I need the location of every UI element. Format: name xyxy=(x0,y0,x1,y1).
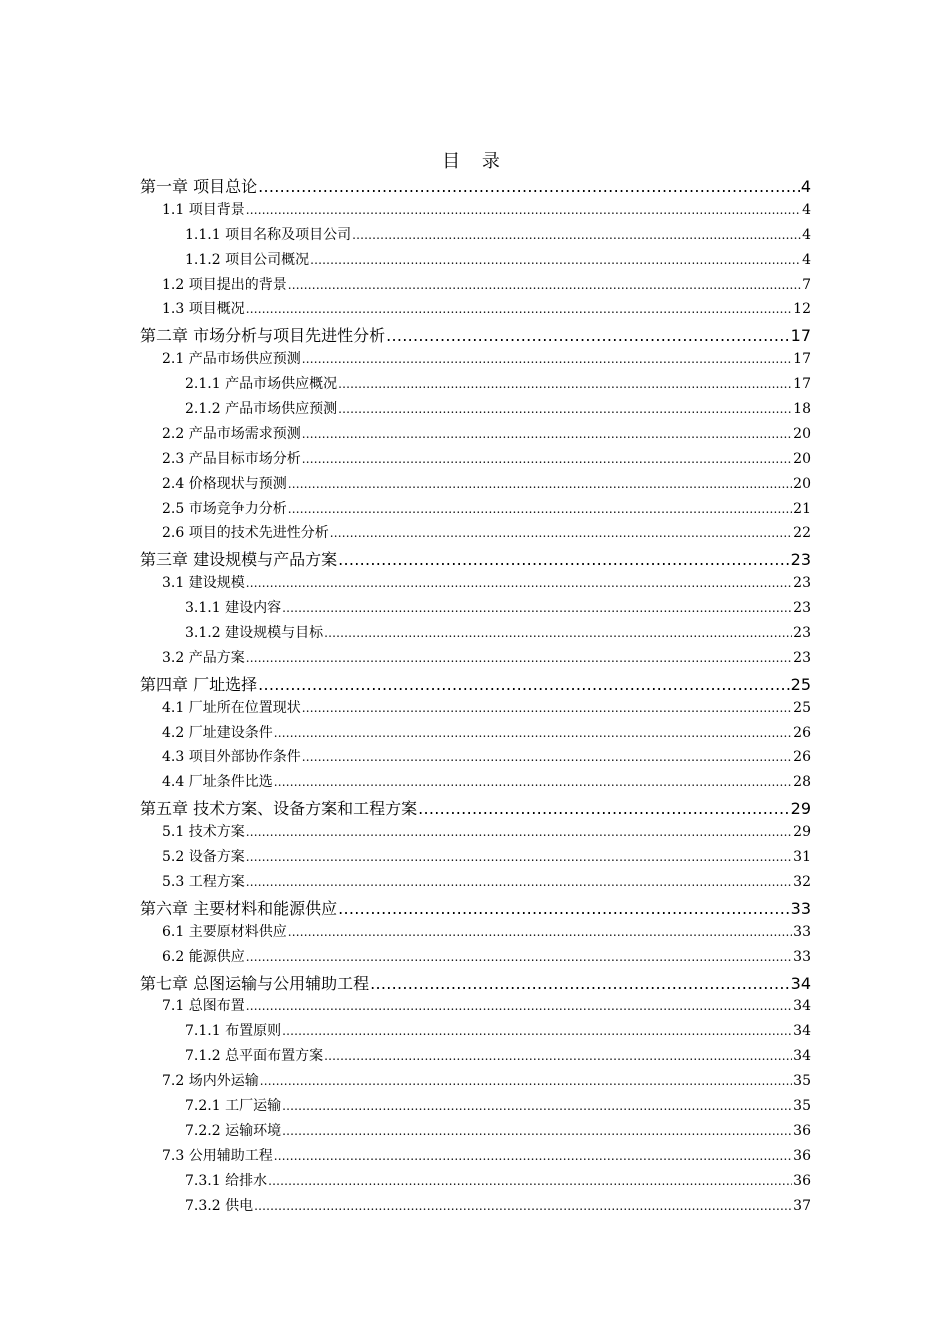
toc-section-entry[interactable] xyxy=(140,473,811,498)
toc-page-number: 18 xyxy=(793,401,811,418)
toc-page-number: 21 xyxy=(793,500,811,517)
toc-entry-label: 2.3 产品目标市场分析 xyxy=(162,450,301,467)
toc-entry-label: 第三章 建设规模与产品方案 xyxy=(140,550,338,570)
toc-dot-leader xyxy=(302,427,792,441)
toc-chapter-entry[interactable] xyxy=(140,796,811,821)
toc-section-entry[interactable] xyxy=(140,746,811,771)
toc-entry-label: 3.1 建设规模 xyxy=(162,575,245,592)
toc-dot-leader xyxy=(288,278,801,292)
toc-page-number: 20 xyxy=(793,475,811,492)
toc-section-entry[interactable] xyxy=(140,522,811,547)
toc-section-entry[interactable] xyxy=(140,921,811,946)
toc-page-number: 28 xyxy=(793,774,811,791)
toc-dot-leader xyxy=(246,825,792,839)
toc-section-entry[interactable] xyxy=(140,199,811,224)
toc-entry-label: 7.1.1 布置原则 xyxy=(185,1023,282,1040)
toc-subsection-entry[interactable] xyxy=(140,1120,811,1145)
toc-dot-leader xyxy=(282,1024,792,1038)
toc-page-number: 17 xyxy=(793,351,811,368)
toc-dot-leader xyxy=(274,1149,792,1163)
toc-section-entry[interactable] xyxy=(140,722,811,747)
toc-subsection-entry[interactable] xyxy=(140,398,811,423)
toc-title: 目 录 xyxy=(442,151,508,172)
toc-entry-label: 2.2 产品市场需求预测 xyxy=(162,425,301,442)
toc-dot-leader xyxy=(246,950,792,964)
toc-page-number: 26 xyxy=(793,724,811,741)
toc-entry-label: 5.3 工程方案 xyxy=(162,873,245,890)
toc-entry-label: 4.3 项目外部协作条件 xyxy=(162,749,301,766)
toc-page-number: 7 xyxy=(802,276,811,293)
toc-section-entry[interactable] xyxy=(140,846,811,871)
toc-dot-leader xyxy=(288,477,792,491)
toc-dot-leader xyxy=(246,203,801,217)
toc-page-number: 23 xyxy=(790,550,811,570)
toc-entry-label: 7.3.1 给排水 xyxy=(185,1172,268,1189)
toc-page-number: 33 xyxy=(790,898,811,918)
toc-subsection-entry[interactable] xyxy=(140,597,811,622)
toc-subsection-entry[interactable] xyxy=(140,1095,811,1120)
toc-page-number: 34 xyxy=(793,998,811,1015)
toc-dot-leader xyxy=(268,1174,792,1188)
toc-page-number: 26 xyxy=(793,749,811,766)
toc-dot-leader xyxy=(258,675,790,694)
toc-page-number: 12 xyxy=(793,301,811,318)
toc-dot-leader xyxy=(302,750,792,764)
toc-subsection-entry[interactable] xyxy=(140,1170,811,1195)
toc-entry-label: 第二章 市场分析与项目先进性分析 xyxy=(140,326,386,346)
toc-chapter-entry[interactable] xyxy=(140,323,811,348)
toc-dot-leader xyxy=(246,875,792,889)
toc-dot-leader xyxy=(386,326,790,345)
toc-dot-leader xyxy=(418,799,790,818)
toc-page-number: 23 xyxy=(793,625,811,642)
toc-page-number: 36 xyxy=(793,1147,811,1164)
toc-page-number: 37 xyxy=(793,1197,811,1214)
toc-page-number: 17 xyxy=(790,326,811,346)
toc-page-number: 20 xyxy=(793,425,811,442)
toc-entry-label: 1.3 项目概况 xyxy=(162,301,245,318)
toc-section-entry[interactable] xyxy=(140,1070,811,1095)
toc-page-number: 23 xyxy=(793,575,811,592)
toc-page-number: 33 xyxy=(793,923,811,940)
toc-dot-leader xyxy=(254,1199,792,1213)
toc-dot-leader xyxy=(302,701,792,715)
toc-dot-leader xyxy=(370,974,790,993)
toc-entry-label: 7.2.2 运输环境 xyxy=(185,1122,282,1139)
toc-entry-label: 第五章 技术方案、设备方案和工程方案 xyxy=(140,799,418,819)
toc-page-number: 23 xyxy=(793,600,811,617)
toc-dot-leader xyxy=(302,452,792,466)
toc-dot-leader xyxy=(310,253,801,267)
toc-entry-label: 第七章 总图运输与公用辅助工程 xyxy=(140,973,370,993)
toc-entry-label: 4.1 厂址所在位置现状 xyxy=(162,699,301,716)
toc-section-entry[interactable] xyxy=(140,995,811,1020)
toc-entry-label: 7.1 总图布置 xyxy=(162,998,245,1015)
toc-page-number: 29 xyxy=(793,824,811,841)
toc-page-number: 33 xyxy=(793,948,811,965)
toc-entry-label: 2.1.2 产品市场供应预测 xyxy=(185,401,338,418)
toc-dot-leader xyxy=(282,1099,792,1113)
toc-page-number: 4 xyxy=(802,251,811,268)
toc-subsection-entry[interactable] xyxy=(140,224,811,249)
toc-section-entry[interactable] xyxy=(140,697,811,722)
toc-section-entry[interactable] xyxy=(140,771,811,796)
toc-page-number: 25 xyxy=(793,699,811,716)
toc-page-number: 23 xyxy=(793,649,811,666)
toc-section-entry[interactable] xyxy=(140,448,811,473)
toc-dot-leader xyxy=(246,651,792,665)
toc-entry-label: 5.2 设备方案 xyxy=(162,849,245,866)
toc-section-entry[interactable] xyxy=(140,498,811,523)
toc-dot-leader xyxy=(302,352,792,366)
toc-page-number: 29 xyxy=(790,799,811,819)
toc-entry-label: 2.4 价格现状与预测 xyxy=(162,475,287,492)
toc-subsection-entry[interactable] xyxy=(140,373,811,398)
toc-subsection-entry[interactable] xyxy=(140,622,811,647)
toc-subsection-entry[interactable] xyxy=(140,1045,811,1070)
toc-entry-label: 1.2 项目提出的背景 xyxy=(162,276,287,293)
toc-entry-label: 1.1.1 项目名称及项目公司 xyxy=(185,226,352,243)
toc-entry-label: 7.2.1 工厂运输 xyxy=(185,1097,282,1114)
toc-subsection-entry[interactable] xyxy=(140,1195,811,1220)
toc-dot-leader xyxy=(246,850,792,864)
toc-page-number: 34 xyxy=(790,973,811,993)
toc-chapter-entry[interactable] xyxy=(140,174,811,199)
toc-section-entry[interactable] xyxy=(140,871,811,896)
toc-entry-label: 第一章 项目总论 xyxy=(140,177,258,196)
toc-dot-leader xyxy=(330,526,792,540)
toc-dot-leader xyxy=(338,550,790,569)
toc-dot-leader xyxy=(352,228,801,242)
toc-subsection-entry[interactable] xyxy=(140,1020,811,1045)
toc-section-entry[interactable] xyxy=(140,647,811,672)
toc-entry-label: 7.1.2 总平面布置方案 xyxy=(185,1048,324,1065)
toc-dot-leader xyxy=(246,576,792,590)
toc-section-entry[interactable] xyxy=(140,821,811,846)
toc-page-number: 4 xyxy=(800,177,811,196)
toc-page-number: 36 xyxy=(793,1172,811,1189)
toc-entry-label: 4.2 厂址建设条件 xyxy=(162,724,273,741)
toc-page-number: 22 xyxy=(793,525,811,542)
toc-section-entry[interactable] xyxy=(140,348,811,373)
toc-page-number: 31 xyxy=(793,849,811,866)
toc-dot-leader xyxy=(338,377,792,391)
toc-dot-leader xyxy=(338,402,792,416)
toc-dot-leader xyxy=(260,1074,792,1088)
toc-page-number: 4 xyxy=(802,226,811,243)
toc-section-entry[interactable] xyxy=(140,1145,811,1170)
toc-chapter-entry[interactable] xyxy=(140,672,811,697)
toc-entry-label: 3.1.2 建设规模与目标 xyxy=(185,625,324,642)
toc-page-number: 25 xyxy=(790,674,811,694)
toc-entry-label: 7.3.2 供电 xyxy=(185,1197,254,1214)
toc-page-number: 34 xyxy=(793,1023,811,1040)
toc-entry-label: 2.6 项目的技术先进性分析 xyxy=(162,525,329,542)
toc-dot-leader xyxy=(246,302,792,316)
toc-page-number: 17 xyxy=(793,376,811,393)
toc-dot-leader xyxy=(274,726,792,740)
toc-entry-label: 第六章 主要材料和能源供应 xyxy=(140,898,338,918)
toc-dot-leader xyxy=(246,999,792,1013)
toc-page-number: 36 xyxy=(793,1122,811,1139)
toc-dot-leader xyxy=(324,1049,792,1063)
toc-entry-label: 2.1.1 产品市场供应概况 xyxy=(185,376,338,393)
toc-dot-leader xyxy=(324,626,792,640)
toc-entry-label: 3.2 产品方案 xyxy=(162,649,245,666)
toc-entry-label: 第四章 厂址选择 xyxy=(140,674,258,694)
toc-chapter-entry[interactable] xyxy=(140,971,811,996)
toc-subsection-entry[interactable] xyxy=(140,249,811,274)
toc-entry-label: 1.1 项目背景 xyxy=(162,201,245,218)
toc-entry-label: 7.3 公用辅助工程 xyxy=(162,1147,273,1164)
table-of-contents xyxy=(140,174,811,1219)
toc-entry-label: 2.1 产品市场供应预测 xyxy=(162,351,301,368)
toc-entry-label: 2.5 市场竞争力分析 xyxy=(162,500,287,517)
toc-entry-label: 6.1 主要原材料供应 xyxy=(162,923,287,940)
toc-chapter-entry[interactable] xyxy=(140,547,811,572)
toc-dot-leader xyxy=(274,775,792,789)
toc-chapter-entry[interactable] xyxy=(140,896,811,921)
toc-section-entry[interactable] xyxy=(140,423,811,448)
toc-dot-leader xyxy=(282,1124,792,1138)
toc-dot-leader xyxy=(288,925,792,939)
toc-entry-label: 6.2 能源供应 xyxy=(162,948,245,965)
toc-page-number: 35 xyxy=(793,1097,811,1114)
toc-dot-leader xyxy=(282,601,792,615)
toc-entry-label: 4.4 厂址条件比选 xyxy=(162,774,273,791)
toc-page-number: 32 xyxy=(793,873,811,890)
toc-entry-label: 5.1 技术方案 xyxy=(162,824,245,841)
toc-section-entry[interactable] xyxy=(140,946,811,971)
toc-page-number: 34 xyxy=(793,1048,811,1065)
toc-page-number: 4 xyxy=(802,201,811,218)
toc-section-entry[interactable] xyxy=(140,572,811,597)
toc-entry-label: 1.1.2 项目公司概况 xyxy=(185,251,310,268)
toc-dot-leader xyxy=(338,899,790,918)
toc-entry-label: 3.1.1 建设内容 xyxy=(185,600,282,617)
toc-section-entry[interactable] xyxy=(140,274,811,299)
toc-dot-leader xyxy=(258,177,800,196)
toc-page-number: 35 xyxy=(793,1073,811,1090)
toc-dot-leader xyxy=(288,502,792,516)
toc-page-number: 20 xyxy=(793,450,811,467)
toc-entry-label: 7.2 场内外运输 xyxy=(162,1073,259,1090)
toc-section-entry[interactable] xyxy=(140,298,811,323)
